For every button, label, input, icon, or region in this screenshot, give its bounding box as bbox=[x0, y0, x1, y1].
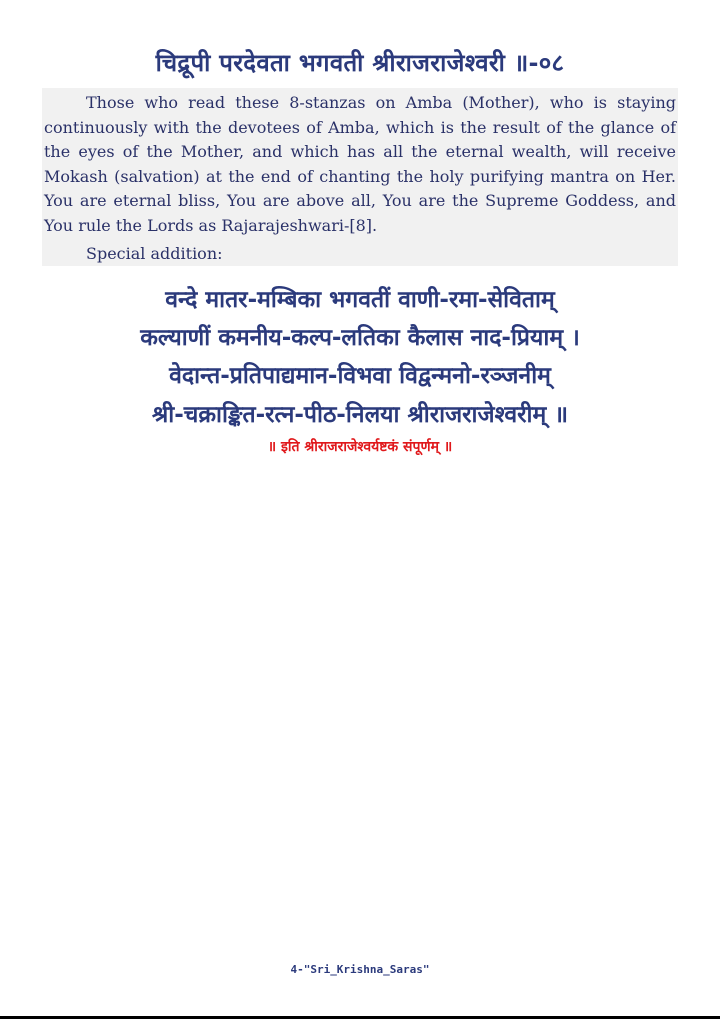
verse-line-2: कल्याणीं कमनीय-कल्प-लतिका कैलास नाद-प्रियाम् । bbox=[140, 325, 580, 351]
meaning-paragraph: Those who read these 8-stanzas on Amba (Mother), who is staying continuously with the devotees of Amba, which is the result of the glance of the eyes of the Mother, and which has all the eternal wealth, will receive Mokash (salvation) at the end of chanting the holy purifying mantra on Her. You are eternal bliss, You are above all, You are the Supreme Goddess, and You rule the Lords as Rajarajeshwari-[8]. bbox=[44, 93, 676, 235]
verse-line-3: वेदान्त-प्रतिपाद्यमान-विभवा विद्वन्मनो-रञ्जनीम् bbox=[169, 363, 551, 389]
verse-line-4: श्री-चक्राङ्कित-रत्न-पीठ-निलया श्रीराजराजेश्वरीम् ॥ bbox=[151, 402, 569, 428]
page-footer: 4-"Sri_Krishna_Saras" bbox=[290, 963, 430, 976]
verse-line-1: वन्दे मातर-मम्बिका भगवतीं वाणी-रमा-सेविताम् bbox=[165, 287, 555, 313]
closing-line: ॥ इति श्रीराजराजेश्वर्यष्टकं संपूर्णम् ॥ bbox=[267, 439, 453, 455]
page-title: चिद्रूपी परदेवता भगवती श्रीराजराजेश्वरी ॥-०८ bbox=[155, 49, 565, 77]
special-addition-label: Special addition: bbox=[86, 244, 223, 263]
